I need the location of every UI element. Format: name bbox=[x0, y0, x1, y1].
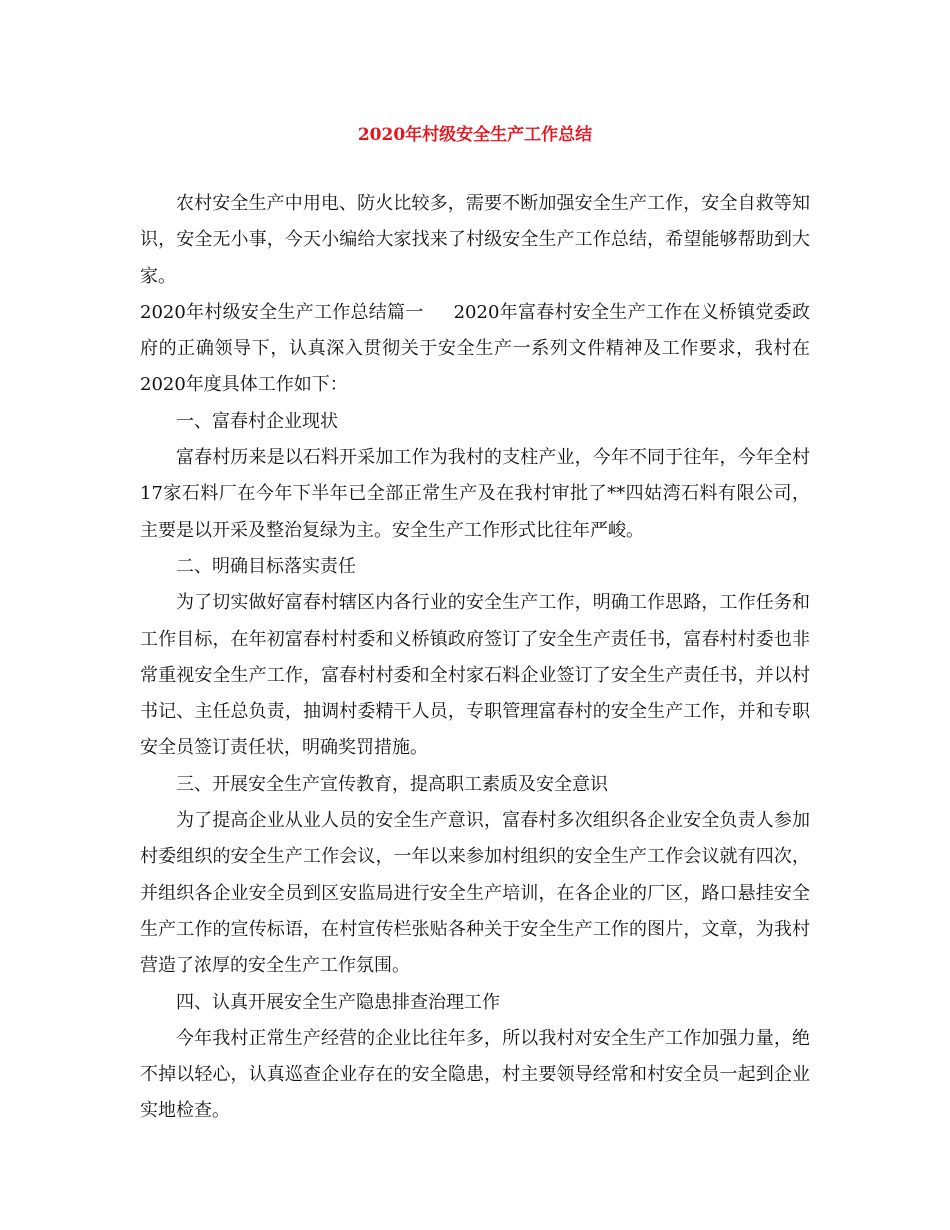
section-intro-text: 2020年富春村安全生产工作在义桥镇党委政府的正确领导下，认真深入贯彻关于安全生产一系列文件精神及工作要求，我村在2020年度具体工作如下： bbox=[140, 301, 810, 396]
paragraph-1: 富春村历来是以石料开采加工作为我村的支柱产业，今年不同于往年，今年全村17家石料厂在今年下半年已全部正常生产及在我村审批了**四姑湾石料有限公司，主要是以开采及整治复绿为主。安全生产工作形式比往年严峻。 bbox=[140, 447, 810, 541]
section-heading: 2020年村级安全生产工作总结篇一 bbox=[140, 301, 424, 323]
paragraph-3: 为了提高企业从业人员的安全生产意识，富春村多次组织各企业安全负责人参加村委组织的安全生产工作会议，一年以来参加村组织的安全生产工作会议就有四次，并组织各企业安全员到区安监局进行安全生产培训，在各企业的厂区，路口悬挂安全生产工作的宣传标语，在村宣传栏张贴各种关于安全生产工作的图片，文章，为我村营造了浓厚的安全生产工作氛围。 bbox=[140, 810, 810, 977]
subheading-1: 一、富春村企业现状 bbox=[176, 410, 338, 432]
section-intro-paragraph bbox=[140, 295, 810, 404]
intro-paragraph: 农村安全生产中用电、防火比较多，需要不断加强安全生产工作，安全自救等知识，安全无小事，今天小编给大家找来了村级安全生产工作总结，希望能够帮助到大家。 bbox=[140, 193, 810, 287]
paragraph-4: 今年我村正常生产经营的企业比往年多，所以我村对安全生产工作加强力量，绝不掉以轻心，认真巡查企业存在的安全隐患，村主要领导经常和村安全员一起到企业实地检查。 bbox=[140, 1027, 810, 1122]
document-title: 2020年村级安全生产工作总结 bbox=[357, 125, 593, 145]
subheading-4: 四、认真开展安全生产隐患排查治理工作 bbox=[176, 991, 500, 1013]
paragraph-2: 为了切实做好富春村辖区内各行业的安全生产工作，明确工作思路，工作任务和工作目标，在年初富春村村委和义桥镇政府签订了安全生产责任书，富春村村委也非常重视安全生产工作，富春村村委和全村家石料企业签订了安全生产责任书，并以村书记、主任总负责，抽调村委精干人员，专职管理富春村的安全生产工作，并和专职安全员签订责任状，明确奖罚措施。 bbox=[140, 592, 810, 759]
document-body bbox=[140, 186, 810, 1130]
subheading-3: 三、开展安全生产宣传教育，提高职工素质及安全意识 bbox=[176, 773, 608, 795]
subheading-2: 二、明确目标落实责任 bbox=[176, 555, 356, 577]
